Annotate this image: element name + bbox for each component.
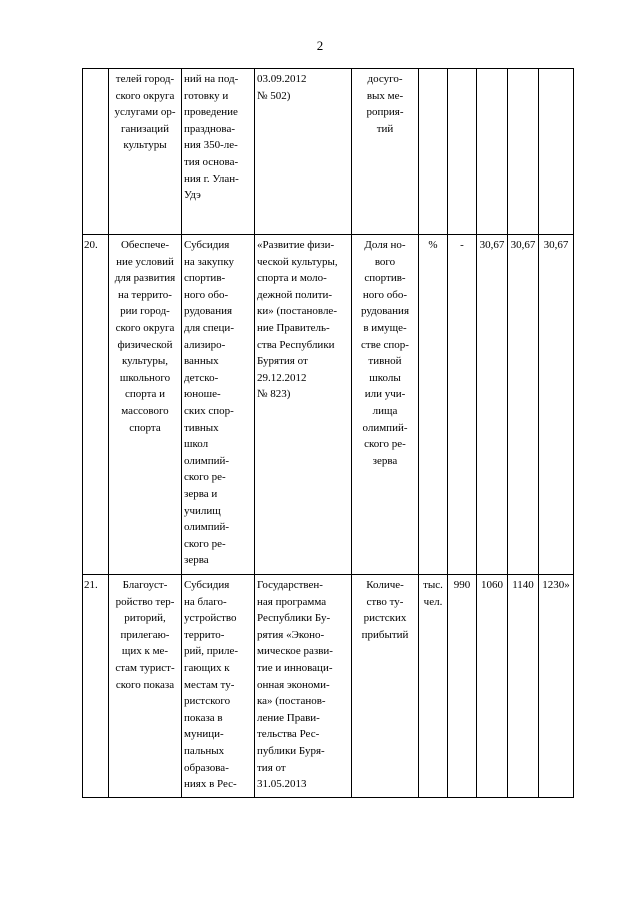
value-cell: -	[448, 235, 477, 575]
unit-cell: тыс. чел.	[419, 575, 448, 798]
indicator-cell	[352, 69, 419, 235]
cell-line: ния 350-ле-	[184, 139, 238, 152]
cell-line: ского показа	[115, 678, 175, 691]
cell-line: террито-	[184, 628, 225, 641]
task-cell	[109, 235, 182, 575]
cell-line: показа в	[184, 711, 223, 724]
cell-line: рудования	[360, 305, 410, 318]
cell-line: зерва	[184, 554, 209, 567]
value-cell: 1140	[508, 575, 539, 798]
row-number-cell: 20.	[83, 235, 109, 575]
cell-line: на благо-	[184, 595, 227, 608]
cell-line: зерва	[372, 454, 398, 467]
table-row	[83, 235, 574, 575]
cell-line: ских спор-	[184, 404, 234, 417]
program-cell	[255, 69, 352, 235]
cell-line: мическое разви-	[257, 645, 333, 658]
value-cell: 1060	[477, 575, 508, 798]
value-cell: 30,67	[477, 235, 508, 575]
cell-line: Количе-	[366, 579, 404, 591]
cell-line: ного обо-	[184, 288, 229, 301]
cell-line: досуго-	[367, 73, 403, 85]
measure-cell	[182, 575, 255, 798]
cell-line: стам турист-	[115, 661, 175, 674]
cell-line: массового	[121, 404, 169, 417]
cell-line: № 502)	[257, 89, 291, 102]
cell-line: ление Прави-	[257, 711, 320, 724]
row-number-cell: 21.	[83, 575, 109, 798]
cell-line: ний на под-	[184, 73, 239, 85]
cell-line: рий, приле-	[184, 645, 239, 658]
cell-line: прилегаю-	[120, 628, 170, 641]
cell-line: № 823)	[257, 388, 291, 401]
cell-line: ристского	[184, 695, 231, 708]
cell-line: Обеспече-	[120, 239, 169, 251]
cell-line: рии город-	[120, 305, 170, 318]
cell-line: гающих к	[184, 661, 230, 674]
cell-line: спорта и моло-	[257, 272, 327, 285]
cell-line: празднова-	[184, 122, 235, 135]
cell-line: 29.12.2012	[257, 371, 307, 384]
cell-line: в имуще-	[363, 321, 407, 334]
cell-line: ние условий	[116, 255, 174, 268]
cell-line: услугами ор-	[114, 106, 176, 119]
cell-line: культуры	[123, 139, 167, 152]
cell-line: для развития	[114, 272, 176, 285]
value-cell	[477, 69, 508, 235]
cell-line: училищ	[184, 504, 221, 517]
cell-line: ниях в Рес-	[184, 778, 237, 791]
cell-line: ройство тер-	[115, 595, 175, 608]
program-table	[82, 68, 574, 798]
cell-line: ная программа	[257, 595, 327, 608]
value-cell	[539, 69, 574, 235]
cell-line: телей город-	[115, 73, 175, 85]
cell-line: ства Республики	[257, 338, 335, 351]
value-cell	[508, 69, 539, 235]
cell-line: ческой культуры,	[257, 255, 338, 268]
cell-line: муници-	[184, 728, 224, 741]
cell-line: культуры,	[121, 355, 169, 368]
cell-line: олимпий-	[362, 421, 408, 434]
cell-line: стве спор-	[361, 338, 409, 351]
cell-line: ного обо-	[362, 288, 408, 301]
cell-line: дежной полити-	[257, 288, 333, 301]
cell-line: тельства Рес-	[257, 728, 320, 741]
cell-line: прибытий	[361, 628, 409, 641]
cell-line: местам ту-	[184, 678, 235, 691]
cell-line: Субсидия	[184, 579, 230, 591]
cell-line: ского округа	[115, 321, 175, 334]
cell-line: риторий,	[124, 612, 166, 625]
program-cell	[255, 235, 352, 575]
value-cell: 1230»	[539, 575, 574, 798]
cell-line: школ	[184, 438, 209, 451]
cell-line: 03.09.2012	[257, 73, 307, 85]
cell-line: тия основа-	[184, 155, 239, 168]
cell-line: ского ре-	[184, 537, 226, 550]
cell-line: 31.05.2013	[257, 778, 307, 791]
value-cell: 990	[448, 575, 477, 798]
cell-line: Республики Бу-	[257, 612, 331, 625]
cell-line: или учи-	[364, 388, 406, 401]
indicator-cell	[352, 235, 419, 575]
cell-line: щих к ме-	[121, 645, 169, 658]
table-row	[83, 69, 574, 235]
cell-line: ристских	[363, 612, 407, 625]
cell-line: вого	[374, 255, 396, 268]
cell-line: рудования	[184, 305, 233, 318]
cell-line: ганизаций	[120, 122, 170, 135]
value-cell	[448, 69, 477, 235]
cell-line: юноше-	[184, 388, 221, 401]
cell-line: образова-	[184, 761, 229, 774]
cell-line: тия от	[257, 761, 286, 774]
cell-line: на террито-	[118, 288, 172, 301]
cell-line: спортив-	[364, 272, 406, 285]
cell-line: спорта	[129, 421, 161, 434]
cell-line: Бурятия от	[257, 355, 308, 368]
cell-line: ния г. Улан-	[184, 172, 239, 185]
cell-line: «Развитие физи-	[257, 239, 335, 251]
cell-line: онная экономи-	[257, 678, 330, 691]
cell-line: тивной	[368, 355, 402, 368]
cell-line: спорта и	[124, 388, 166, 401]
task-cell	[109, 69, 182, 235]
measure-cell	[182, 235, 255, 575]
program-cell	[255, 575, 352, 798]
cell-line: ство ту-	[366, 595, 404, 608]
cell-line: Благоуст-	[122, 579, 168, 591]
cell-line: ки» (постановле-	[257, 305, 337, 318]
unit-cell: %	[419, 235, 448, 575]
cell-line: Субсидия	[184, 239, 230, 251]
table-row	[83, 575, 574, 798]
row-number-cell	[83, 69, 109, 235]
cell-line: публики Буря-	[257, 744, 325, 757]
cell-line: на закупку	[184, 255, 235, 268]
cell-line: ского округа	[115, 89, 175, 102]
cell-line: олимпий-	[184, 521, 230, 534]
cell-line: спортив-	[184, 272, 226, 285]
cell-line: физической	[117, 338, 173, 351]
cell-line: ского ре-	[364, 438, 406, 451]
unit-cell	[419, 69, 448, 235]
cell-line: готовку и	[184, 89, 229, 102]
cell-line: ванных	[184, 355, 219, 368]
cell-line: пальных	[184, 744, 225, 757]
cell-line: детско-	[184, 371, 219, 384]
cell-line: школьного	[119, 371, 171, 384]
cell-line: Доля но-	[364, 239, 406, 251]
cell-line: тий	[376, 122, 394, 135]
indicator-cell	[352, 575, 419, 798]
cell-line: зерва и	[184, 487, 218, 500]
cell-line: тие и инноваци-	[257, 661, 333, 674]
task-cell	[109, 575, 182, 798]
cell-line: ского ре-	[184, 471, 226, 484]
value-cell: 30,67	[539, 235, 574, 575]
cell-line: для специ-	[184, 321, 234, 334]
cell-line: Удэ	[184, 189, 201, 202]
cell-line: школы	[369, 371, 401, 384]
cell-line: Государствен-	[257, 579, 323, 591]
value-cell: 30,67	[508, 235, 539, 575]
cell-line: устройство	[184, 612, 237, 625]
cell-line: тивных	[184, 421, 219, 434]
cell-line: лища	[372, 404, 398, 417]
measure-cell	[182, 69, 255, 235]
page-number: 2	[316, 38, 324, 53]
cell-line: ализиро-	[184, 338, 226, 351]
cell-line: роприя-	[366, 106, 404, 119]
cell-line: олимпий-	[184, 454, 230, 467]
cell-line: ка» (постанов-	[257, 695, 326, 708]
cell-line: рятия «Эконо-	[257, 628, 325, 641]
cell-line: проведение	[184, 106, 238, 119]
cell-line: ние Правитель-	[257, 321, 330, 334]
cell-line: вых ме-	[366, 89, 404, 102]
